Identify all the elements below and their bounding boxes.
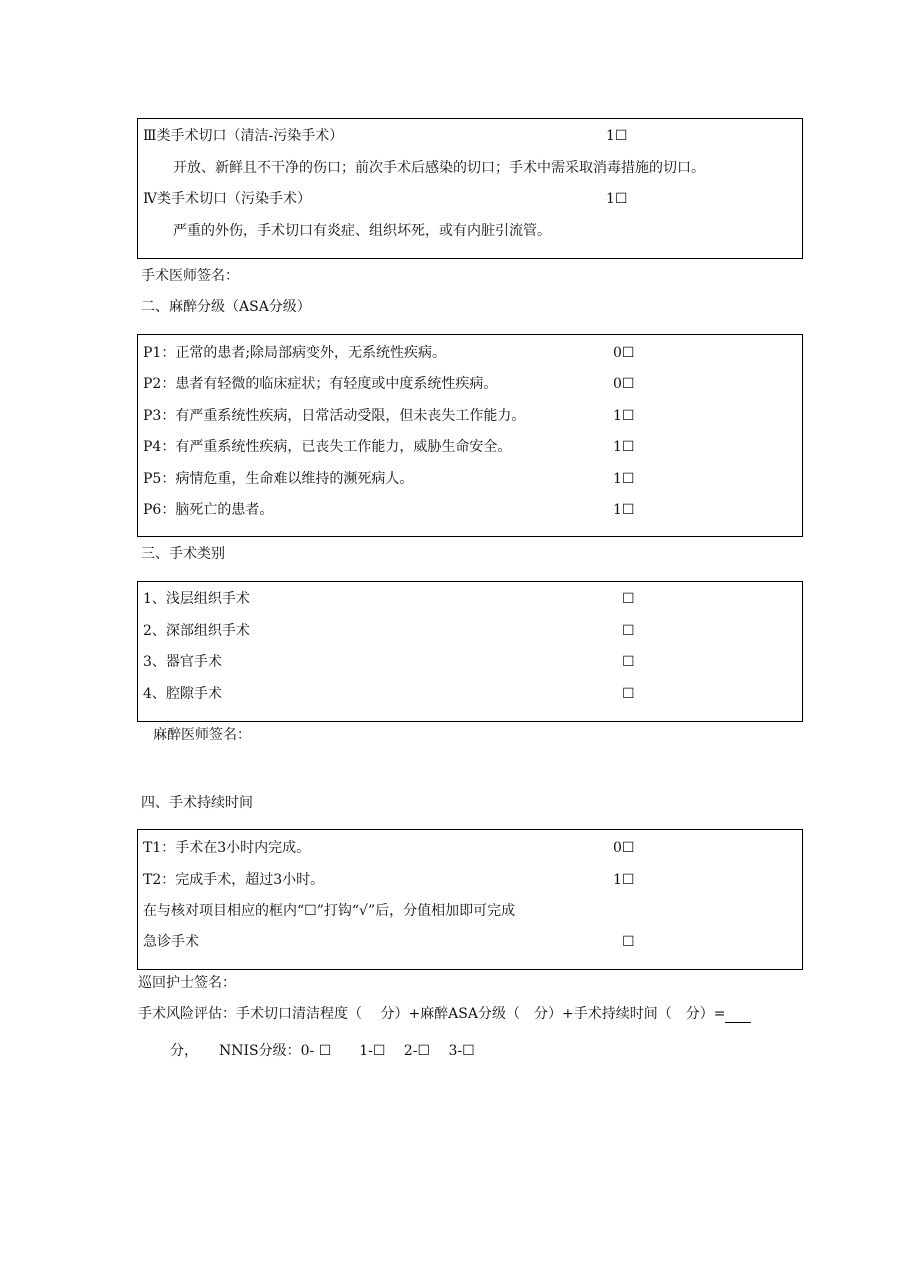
incision-class-table <box>137 118 803 259</box>
category-row-label: 1、浅层组织手术 <box>143 591 250 607</box>
asa-row-label: P4：有严重系统性疾病，已丧失工作能力，威胁生命安全。 <box>143 439 512 455</box>
duration-section-heading: 四、手术持续时间 <box>141 795 253 811</box>
nnis-grade-line[interactable]: 分， NNIS分级：0- ☐ 1-☐ 2-☐ 3-☐ <box>170 1043 475 1059</box>
asa-row-label: P3：有严重系统性疾病，日常活动受限，但未丧失工作能力。 <box>143 408 526 424</box>
incision-class4-label: Ⅳ类手术切口（污染手术） <box>143 191 311 207</box>
category-row-checkbox[interactable]: ☐ <box>622 686 635 702</box>
asa-table <box>137 334 803 537</box>
incision-class4-description: 严重的外伤，手术切口有炎症、组织坏死，或有内脏引流管。 <box>173 223 551 239</box>
incision-class3-checkbox[interactable]: 1☐ <box>606 128 628 144</box>
risk-assessment-text: 手术风险评估：手术切口清洁程度（ 分）+麻醉ASA分级（ 分）+手术持续时间（ 分）= <box>138 1006 726 1022</box>
asa-row-label: P2：患者有轻微的临床症状；有轻度或中度系统性疾病。 <box>143 376 498 392</box>
duration-row-label: T2：完成手术，超过3小时。 <box>143 872 325 888</box>
category-row-label: 4、腔隙手术 <box>143 686 222 702</box>
duration-instruction-text: 在与核对项目相应的框内“☐”打钩“√”后，分值相加即可完成 <box>143 903 516 919</box>
asa-row-checkbox[interactable]: 1☐ <box>613 439 635 455</box>
surgery-duration-table <box>137 829 803 970</box>
category-row-checkbox[interactable]: ☐ <box>622 623 635 639</box>
duration-row-checkbox[interactable]: 0☐ <box>613 840 635 856</box>
category-section-heading: 三、手术类别 <box>141 546 225 562</box>
nurse-signature-label: 巡回护士签名： <box>138 975 236 991</box>
asa-row-checkbox[interactable]: 1☐ <box>613 502 635 518</box>
total-score-blank[interactable] <box>725 1008 751 1023</box>
asa-row-label: P1：正常的患者;除局部病变外，无系统性疾病。 <box>143 345 447 361</box>
duration-row-checkbox[interactable]: 1☐ <box>613 872 635 888</box>
category-row-checkbox[interactable]: ☐ <box>622 654 635 670</box>
category-row-label: 2、深部组织手术 <box>143 623 250 639</box>
asa-row-label: P5：病情危重，生命难以维持的濒死病人。 <box>143 471 414 487</box>
asa-row-checkbox[interactable]: 1☐ <box>613 408 635 424</box>
surgery-category-table <box>137 581 803 722</box>
category-row-label: 3、器官手术 <box>143 654 222 670</box>
incision-class3-description: 开放、新鲜且不干净的伤口；前次手术后感染的切口；手术中需采取消毒措施的切口。 <box>173 160 705 176</box>
asa-row-label: P6：脑死亡的患者。 <box>143 502 274 518</box>
anesthetist-signature-label: 麻醉医师签名： <box>153 727 251 743</box>
incision-class3-label: Ⅲ类手术切口（清洁-污染手术） <box>143 128 344 144</box>
category-row-checkbox[interactable]: ☐ <box>622 591 635 607</box>
risk-assessment-line <box>138 1005 751 1023</box>
duration-row-label: T1：手术在3小时内完成。 <box>143 840 311 856</box>
emergency-surgery-label: 急诊手术 <box>143 934 199 950</box>
surgeon-signature-label: 手术医师签名： <box>141 268 239 284</box>
asa-row-checkbox[interactable]: 0☐ <box>613 345 635 361</box>
asa-row-checkbox[interactable]: 1☐ <box>613 471 635 487</box>
incision-class4-checkbox[interactable]: 1☐ <box>606 191 628 207</box>
emergency-surgery-checkbox[interactable]: ☐ <box>622 934 635 950</box>
asa-row-checkbox[interactable]: 0☐ <box>613 376 635 392</box>
asa-section-heading: 二、麻醉分级（ASA分级） <box>141 299 311 315</box>
